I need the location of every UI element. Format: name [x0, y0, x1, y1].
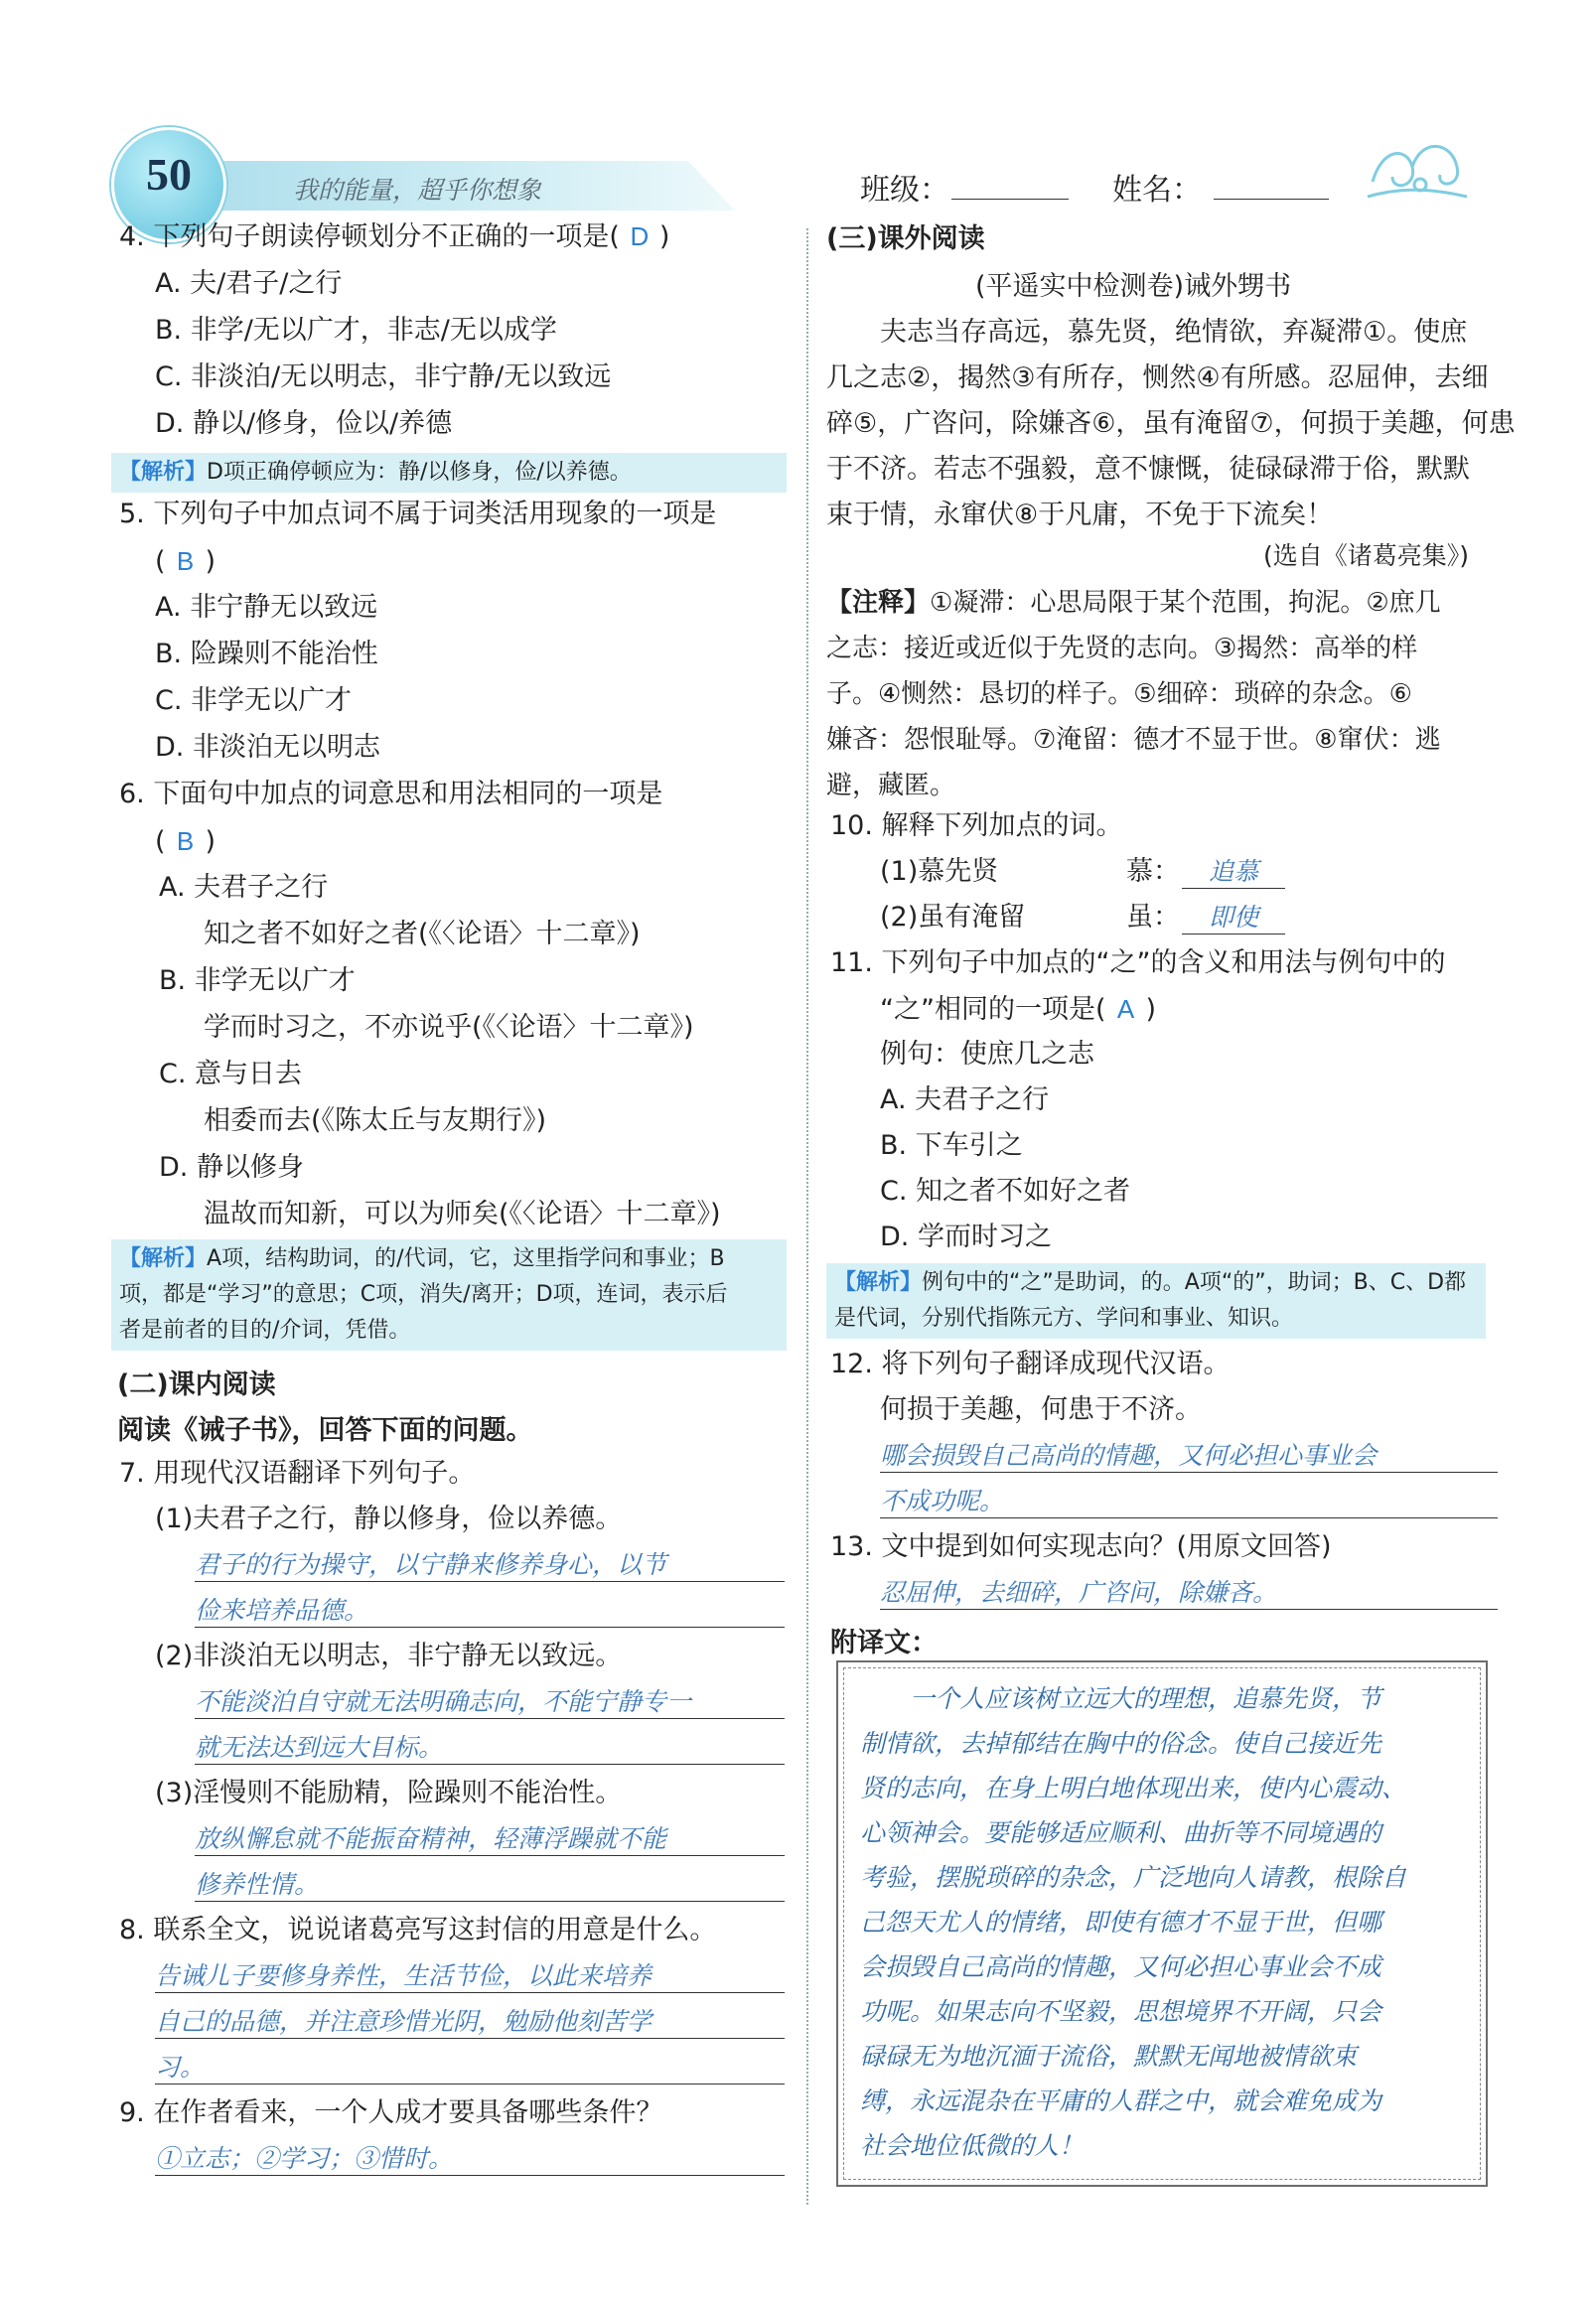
q6-option-b-compare: 学而时习之，不亦说乎(《〈论语〉十二章》) — [204, 1012, 694, 1043]
q10-stem: 10. 解释下列加点的词。 — [830, 810, 1123, 841]
q6-option-a: A. 夫君子之行 — [159, 872, 329, 903]
passage-line: 束于情，永窜伏⑧于凡庸，不免于下流矣！ — [826, 500, 1334, 530]
q6-answer-line: ( B ) — [155, 826, 217, 857]
q6-option-b: B. 非学无以广才 — [159, 965, 356, 996]
q10-1-answer[interactable]: 追慕 — [1182, 852, 1285, 889]
passage-line: 于不济。若志不强毅，意不慷慨，徒碌碌滞于俗，默默 — [826, 454, 1470, 485]
q4-answer[interactable]: D — [630, 221, 650, 251]
q9-answer[interactable]: ①立志；②学习；③惜时。 — [155, 2139, 785, 2176]
q4-analysis: 【解析】D项正确停顿应为：静/以修身，俭/以养德。 — [111, 453, 787, 493]
passage-source: (选自《诸葛亮集》) — [1263, 541, 1470, 570]
q8-answer-line3[interactable]: 习。 — [155, 2048, 785, 2085]
passage — [826, 310, 1516, 538]
q6-option-d-compare: 温故而知新，可以为师矣(《〈论语〉十二章》) — [204, 1199, 721, 1229]
appendix-label: 附译文： — [830, 1628, 938, 1658]
q11-analysis: 【解析】例句中的“之”是助词，的。A项“的”，助词；B、C、D都 是代词，分别代指陈元方、学问和事业、知识。 — [826, 1263, 1486, 1339]
passage-title: (平遥实中检测卷)诫外甥书 — [975, 271, 1292, 302]
translation-line: 制情欲，去掉郁结在胸中的俗念。使自己接近先 — [860, 1729, 1382, 1758]
q4-option-d: D. 静以/修身，俭以/养德 — [155, 408, 453, 439]
section-3-title: (三)课外阅读 — [826, 223, 985, 254]
q11-option-c: C. 知之者不如好之者 — [880, 1176, 1131, 1207]
q10-1-question: (1)慕先贤 — [880, 856, 999, 887]
q5-option-a: A. 非宁静无以致远 — [155, 592, 378, 623]
passage-line: 几之志②，揭然③有所存，恻然④有所感。忍屈伸，去细 — [826, 362, 1489, 393]
q11-stem-line1: 11. 下列句子中加点的“之”的含义和用法与例句中的 — [830, 947, 1446, 978]
q8-answer-line1[interactable]: 告诫儿子要修身养性，生活节俭，以此来培养 — [155, 1956, 785, 1993]
q13-answer[interactable]: 忍屈伸，去细碎，广咨问，除嫌吝。 — [880, 1573, 1498, 1610]
q7-1-answer-line1[interactable]: 君子的行为操守，以宁静来修养身心，以节 — [195, 1545, 785, 1582]
q10-2-answer[interactable]: 即使 — [1182, 898, 1285, 935]
translation-line: 一个人应该树立远大的理想，追慕先贤，节 — [910, 1684, 1382, 1713]
name-field[interactable] — [1214, 197, 1329, 200]
q10-2-question: (2)虽有淹留 — [880, 902, 1026, 933]
q11-option-a: A. 夫君子之行 — [880, 1084, 1050, 1115]
q12-answer-line2[interactable]: 不成功呢。 — [880, 1482, 1498, 1518]
q5-answer[interactable]: B — [176, 546, 195, 576]
translation-line: 缚，永远混杂在平庸的人群之中，就会难免成为 — [860, 2086, 1382, 2115]
notes-line: 子。④恻然：恳切的样子。⑤细碎：琐碎的杂念。⑥ — [826, 679, 1412, 709]
q7-2-question: (2)非淡泊无以明志，非宁静无以致远。 — [155, 1641, 623, 1671]
q8-stem: 8. 联系全文，说说诸葛亮写这封信的用意是什么。 — [119, 1915, 717, 1945]
q7-1-question: (1)夫君子之行，静以修身，俭以养德。 — [155, 1504, 623, 1534]
q4-option-c: C. 非淡泊/无以明志，非宁静/无以致远 — [155, 361, 612, 392]
ornament-icon — [1363, 127, 1472, 207]
class-field[interactable] — [951, 197, 1069, 200]
q12-stem: 12. 将下列句子翻译成现代汉语。 — [830, 1349, 1231, 1379]
q12-sentence: 何损于美趣，何患于不济。 — [880, 1394, 1202, 1425]
q6-option-a-compare: 知之者不如好之者(《〈论语〉十二章》) — [204, 919, 641, 949]
section-2-intro: 阅读《诫子书》，回答下面的问题。 — [117, 1415, 533, 1446]
q11-example: 例句：使庶几之志 — [880, 1039, 1094, 1070]
translation-line: 会损毁自己高尚的情趣，又何必担心事业会不成 — [860, 1952, 1382, 1981]
translation-line: 己怨天尤人的情绪，即使有德才不显于世，但哪 — [860, 1908, 1382, 1937]
q9-stem: 9. 在作者看来，一个人成才要具备哪些条件？ — [119, 2097, 663, 2128]
q8-answer-line2[interactable]: 自己的品德，并注意珍惜光阴，勉励他刻苦学 — [155, 2002, 785, 2039]
notes-line: 避，藏匿。 — [826, 771, 956, 800]
q10-2-label: 虽： — [1126, 902, 1180, 933]
q7-stem: 7. 用现代汉语翻译下列句子。 — [119, 1458, 476, 1489]
q7-3-answer-line2[interactable]: 修养性情。 — [195, 1865, 785, 1902]
q6-analysis: 【解析】A项，结构助词，的/代词，它，这里指学问和事业；B 项，都是“学习”的意思；C项，消失/离开；D项，连词，表示后 者是前者的目的/介词，凭借。 — [111, 1239, 787, 1351]
q6-option-c-compare: 相委而去(《陈太丘与友期行》) — [204, 1105, 547, 1136]
translation-line: 贤的志向，在身上明白地体现出来，使内心震动、 — [860, 1774, 1407, 1802]
q7-3-question: (3)淫慢则不能励精，险躁则不能治性。 — [155, 1778, 623, 1808]
translation-line: 社会地位低微的人！ — [860, 2131, 1085, 2160]
q6-option-c: C. 意与日去 — [159, 1059, 303, 1089]
q6-option-d: D. 静以修身 — [159, 1152, 304, 1183]
q5-option-b: B. 险躁则不能治性 — [155, 639, 378, 669]
q7-2-answer-line1[interactable]: 不能淡泊自守就无法明确志向，不能宁静专一 — [195, 1682, 785, 1719]
translation-line: 功呢。如果志向不坚毅，思想境界不开阔，只会 — [860, 1997, 1382, 2026]
translation-line: 碌碌无为地沉湎于流俗，默默无闻地被情欲束 — [860, 2042, 1358, 2071]
q5-answer-line: ( B ) — [155, 546, 217, 577]
translation-line: 心领神会。要能够适应顺利、曲折等不同境遇的 — [860, 1818, 1382, 1847]
q11-option-d: D. 学而时习之 — [880, 1222, 1052, 1252]
q5-stem: 5. 下列句子中加点词不属于词类活用现象的一项是 — [119, 499, 717, 529]
q11-option-b: B. 下车引之 — [880, 1130, 1023, 1161]
translation-line: 考验，摆脱琐碎的杂念，广泛地向人请教，根除自 — [860, 1863, 1407, 1892]
q7-2-answer-line2[interactable]: 就无法达到远大目标。 — [195, 1728, 785, 1765]
q11-stem-line2: “之”相同的一项是( A ) — [880, 994, 1157, 1025]
q13-stem: 13. 文中提到如何实现志向？(用原文回答) — [830, 1531, 1332, 1562]
q10-1-label: 慕： — [1126, 856, 1180, 887]
q11-answer[interactable]: A — [1116, 994, 1135, 1024]
page-number: 50 — [146, 149, 192, 200]
notes-tag: 【注释】 — [826, 588, 931, 618]
q5-option-d: D. 非淡泊无以明志 — [155, 732, 380, 763]
notes — [826, 580, 1502, 808]
q6-answer[interactable]: B — [176, 826, 195, 856]
q4-option-a: A. 夫/君子/之行 — [155, 268, 343, 299]
q7-3-answer-line1[interactable]: 放纵懈怠就不能振奋精神，轻薄浮躁就不能 — [195, 1819, 785, 1856]
q7-1-answer-line2[interactable]: 俭来培养品德。 — [195, 1591, 785, 1628]
q4-stem: 4. 下列句子朗读停顿划分不正确的一项是( D ) — [119, 221, 670, 252]
name-label: 姓名： — [1112, 173, 1202, 208]
q5-option-c: C. 非学无以广才 — [155, 685, 353, 716]
class-label: 班级： — [860, 173, 949, 208]
header-slogan: 我的能量，超乎你想象 — [293, 176, 542, 205]
q12-answer-line1[interactable]: 哪会损毁自己高尚的情趣，又何必担心事业会 — [880, 1436, 1498, 1473]
notes-line: ①凝滞：心思局限于某个范围，拘泥。②庶几 — [930, 588, 1441, 618]
translation-box — [836, 1660, 1488, 2187]
section-2-title: (二)课内阅读 — [117, 1369, 276, 1400]
passage-line: 夫志当存高远，慕先贤，绝情欲，弃凝滞①。使庶 — [880, 317, 1468, 348]
notes-line: 嫌吝：怨恨耻辱。⑦淹留：德才不显于世。⑧窜伏：逃 — [826, 725, 1441, 755]
notes-line: 之志：接近或近似于先贤的志向。③揭然：高举的样 — [826, 634, 1418, 663]
passage-line: 碎⑤，广咨问，除嫌吝⑥，虽有淹留⑦，何损于美趣，何患 — [826, 408, 1516, 439]
q6-stem: 6. 下面句中加点的词意思和用法相同的一项是 — [119, 779, 663, 809]
column-divider — [806, 228, 808, 2205]
q4-option-b: B. 非学/无以广才，非志/无以成学 — [155, 315, 557, 346]
